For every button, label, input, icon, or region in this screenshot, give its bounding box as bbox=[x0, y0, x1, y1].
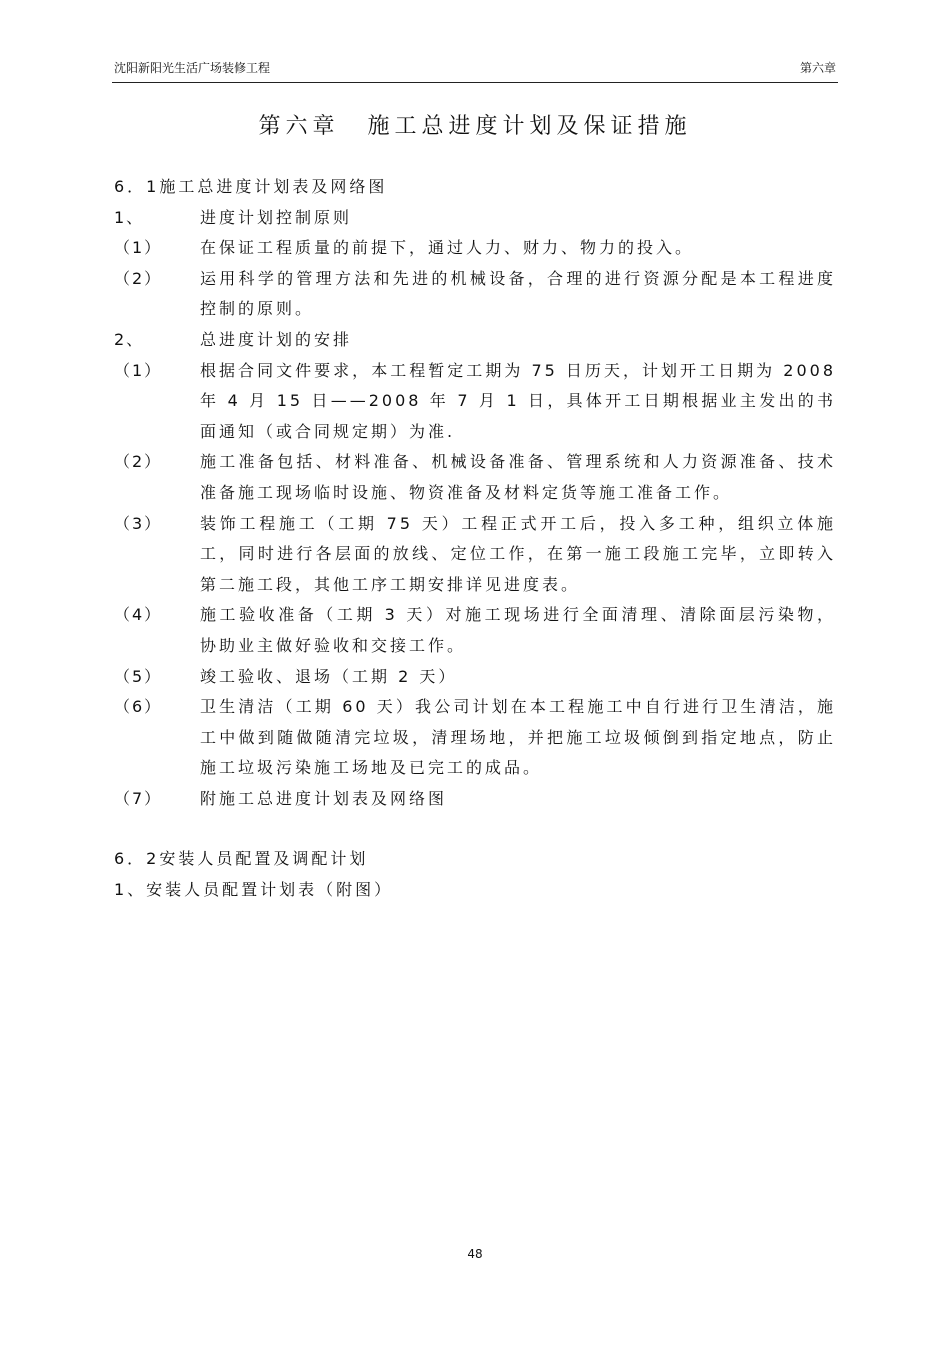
header-chapter: 第六章 bbox=[799, 61, 836, 75]
list-item bbox=[114, 233, 836, 264]
list-item-number: （4） bbox=[114, 605, 163, 625]
page-number: 48 bbox=[467, 1247, 483, 1261]
header-project-name: 沈阳新阳光生活广场装修工程 bbox=[114, 61, 271, 75]
subsection-label: 进度计划控制原则 bbox=[200, 207, 353, 227]
list-item bbox=[114, 509, 836, 601]
list-item-number: （2） bbox=[114, 452, 163, 472]
page-header bbox=[112, 58, 838, 83]
list-item-text: 附施工总进度计划表及网络图 bbox=[200, 788, 448, 808]
chapter-name: 施工总进度计划及保证措施 bbox=[367, 114, 692, 139]
subsection-number: 1、 bbox=[114, 207, 145, 227]
list-item-text: 装饰工程施工（工期 75 天）工程正式开工后，投入多工种，组织立体施工，同时进行各层面的放线、定位工作，在第一施工段施工完毕，立即转入第二施工段，其他工序工期安排详见进度表。 bbox=[200, 513, 836, 594]
section-spacer bbox=[114, 814, 836, 844]
list-item bbox=[114, 692, 836, 784]
list-item-number: （3） bbox=[114, 513, 163, 533]
list-item bbox=[114, 784, 836, 815]
list-item-number: （6） bbox=[114, 697, 163, 717]
subsection-heading-2 bbox=[114, 325, 836, 356]
list-item-number: （1） bbox=[114, 238, 163, 258]
list-item-text: 卫生清洁（工期 60 天）我公司计划在本工程施工中自行进行卫生清洁，施工中做到随做随清完垃圾，清理场地，并把施工垃圾倾倒到指定地点，防止施工垃圾污染施工场地及已完工的成品。 bbox=[200, 697, 836, 778]
list-item bbox=[114, 447, 836, 508]
list-item-number: （1） bbox=[114, 360, 163, 380]
list-item bbox=[114, 662, 836, 693]
list-item bbox=[114, 356, 836, 448]
section-heading-6-2: 6．2安装人员配置及调配计划 bbox=[114, 849, 369, 869]
list-item-text: 竣工验收、退场（工期 2 天） bbox=[200, 666, 458, 686]
list-item-text: 运用科学的管理方法和先进的机械设备，合理的进行资源分配是本工程进度控制的原则。 bbox=[200, 268, 836, 319]
list-item bbox=[114, 600, 836, 661]
list-item-text: 在保证工程质量的前提下，通过人力、财力、物力的投入。 bbox=[200, 238, 695, 258]
list-item-number: （2） bbox=[114, 268, 163, 288]
list-item-text: 施工验收准备（工期 3 天）对施工现场进行全面清理、清除面层污染物，协助业主做好验收和交接工作。 bbox=[200, 605, 836, 655]
section-heading-6-1: 6．1施工总进度计划表及网络图 bbox=[114, 177, 388, 196]
list-item-text: 施工准备包括、材料准备、机械设备准备、管理系统和人力资源准备、技术准备施工现场临时设施、物资准备及材料定货等施工准备工作。 bbox=[200, 452, 836, 502]
document-body bbox=[114, 172, 836, 906]
section-item: 1、安装人员配置计划表（附图） bbox=[114, 880, 394, 900]
list-item-number: （7） bbox=[114, 788, 163, 808]
chapter-number: 第六章 bbox=[258, 114, 340, 139]
list-item-number: （5） bbox=[114, 666, 163, 686]
chapter-title bbox=[112, 112, 838, 142]
subsection-number: 2、 bbox=[114, 329, 145, 349]
subsection-heading-1 bbox=[114, 203, 836, 234]
list-item-text: 根据合同文件要求，本工程暂定工期为 75 日历天，计划开工日期为 2008 年 4 月 15 日——2008 年 7 月 1 日，具体开工日期根据业主发出的书面通知（或合同规定期）为准. bbox=[200, 360, 836, 441]
list-item bbox=[114, 264, 836, 325]
subsection-label: 总进度计划的安排 bbox=[200, 329, 353, 349]
